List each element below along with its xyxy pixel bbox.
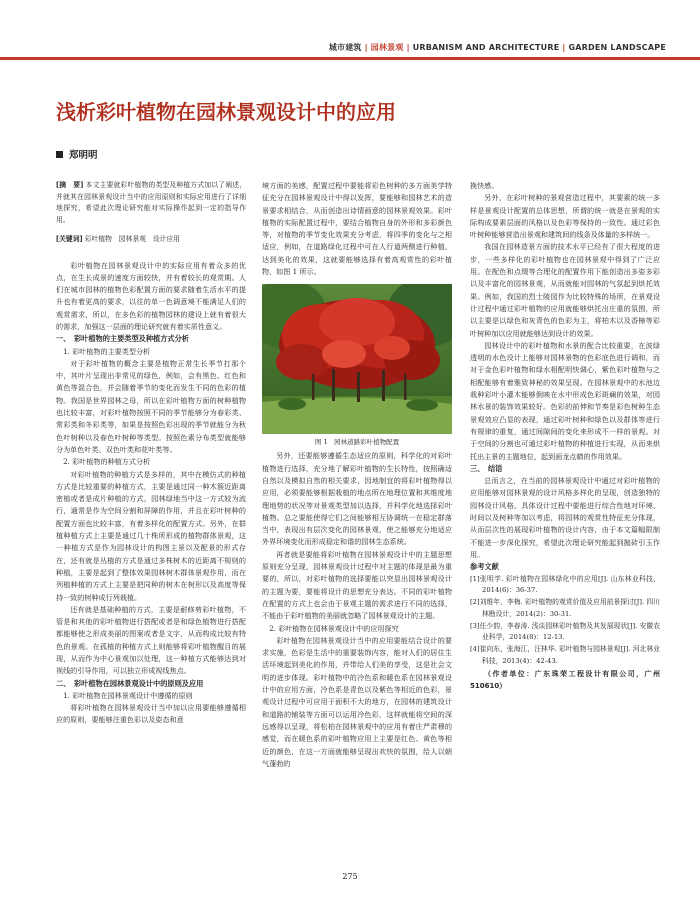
keywords-label: [关键词] [56, 235, 83, 243]
intro-paragraph: 彩叶植物在园林景观设计中的实际应用有着众多的优点，在生长成景的速度方面较快，并有着较长的观赏期。人们在城市园林的植物色彩配置方面的要求随着生活水平的提升也有着更高的要求，以往的单一色调意境不能满足人们的观赏需求，所以，在多色彩的植物园林的建设上就有着很大的需求，加强这一层面的理论研究就有着实质性意义。 [56, 260, 246, 331]
body-paragraph: 彩叶植物在园林景观设计当中的应用要能结合设计的要求实施，色彩是生活中的重要装饰内容，能对人们的居住生活环境起到美化的作用，并带给人们美的享受，这是社会文明的进步体现。彩叶植物中的冷色系和暖色系在园林景观设计中的应用方面，冷色系是青色以及紫色等相近的色彩，景观设计过程中可应用于面积不大的地方，在园林的建筑设计和道路的铺装等方面可以运用冷色彩，这样就能将空间的深远感得以呈现，将松柏在园林景观中的应用有着庄严肃穆的感觉，而在暖色系的彩叶植物应用上主要是红色、黄色等相近的颜色，在这一方面就能够呈现出欢快的氛围，给人以朝气蓬勃的 [262, 635, 452, 768]
body-paragraph: 将彩叶植物在园林景观设计当中加以应用要能够遵循相应的原则，要能够注重色彩以及姿态和意 [56, 703, 246, 725]
figure-1-caption: 图 1 园林道路彩叶植物配置 [314, 438, 400, 447]
reference-list [470, 574, 660, 668]
section-heading-2: 二、 彩叶植物在园林景观设计中的原则及应用 [56, 678, 204, 688]
header-rule [0, 57, 700, 60]
header-section: 园林景观 [370, 43, 404, 52]
section-heading-1: 一、 彩叶植物的主要类型及种植方式分析 [56, 334, 189, 344]
author-name: 郑明明 [69, 150, 98, 161]
page-number: 275 [342, 872, 358, 881]
subsection-heading-1-1: 1. 彩叶植物的主要类型分析 [63, 346, 151, 356]
header-separator: | [562, 43, 566, 52]
body-paragraph: 再者就是要能将彩叶植物在园林景观设计中的主题思想原则充分呈现，园林景观设计过程中对主题的体现是最为重要的，所以，对彩叶植物的选择要能以突显出园林景观设计的主题为要，要能将设计的思想充分表达。不同的彩叶植物在配置的方式上也会由于景观主题的需求进行不同的选择，不能由于彩叶植物的美丽就忽略了园林景观设计的主题。 [262, 549, 452, 621]
abstract [56, 180, 246, 226]
article-title: 浅析彩叶植物在园林景观设计中的应用 [56, 100, 396, 124]
body-paragraph: 另外，还要能够遵循生态适应的原则，科学化的对彩叶植物进行选择，充分地了解彩叶植物的生长特性，按照确适自然以及模拟自然的相关要求，因地制宜的将彩叶植物得以应用，必须要能够根据栽植的地点所在地理位置和其维度地理地势的状况等对景观类型加以选择，并科学化地选择彩叶植物。总之要能使得它们之间能够相互协调统一在稳定群落当中，表现出有层次变化的园林景观，使之能够充分地适应外界环境变化而形成稳定和谐的园林生态系统。 [262, 451, 452, 547]
body-paragraph: 境方面的美感，配置过程中要能将彩色树种的多方面美学特征充分在园林景观设计中得以发挥，要能够和园林艺术的造景要求相结合，从而创造出诗情画意的园林景观效果。彩叶植物的实际配置过程中，要结合植物自身的外形和多彩颜色等，对植物的季节变化效果充分考虑，将四季的变化与之相适应，例如，在道路绿化过程中可在人行道两侧进行种植，达到美化的效果，这就要能够选择有着高观赏性的彩叶植物，如图 1 所示。 [262, 181, 452, 277]
figure-1 [262, 284, 452, 434]
author-affiliation: （作者单位：广东珠荣工程设计有限公司，广州510610） [470, 669, 660, 690]
references-heading: 参考文献 [470, 562, 499, 572]
keywords-text: 彩叶植物 园林景观 设计应用 [84, 235, 180, 243]
body-paragraph: 我国在园林造景方面的技术水平已经有了很大程度的进步，一些多样化的彩叶植物也在园林景观中得到了广泛应用。在配色和点缀等合理化的配置作用下能创造出多姿多彩以及丰富化的园林景观，从而就能对园林的气氛起到烘托效果。例如，我国的烈士陵园作为比较特殊的场所，在景观设计过程中通过彩叶植物的应用就能够烘托出庄重的氛围，所以主要是以绿色和灰青色的色彩为主，将柏木以及香樟等彩叶树种加以应用就能够达到设计的效果。 [470, 242, 660, 338]
running-header [329, 42, 666, 53]
keywords [56, 234, 246, 246]
abstract-label: [摘 要] [56, 181, 84, 189]
author-line [56, 147, 98, 161]
column-1 [56, 180, 246, 727]
reference-item: [3]任少韵，李春涛. 浅谈园林彩叶植物及其发展现状[J]. 安徽农业科学，2014(8)：12-13. [470, 621, 660, 642]
header-english-2: GARDEN LANDSCAPE [568, 43, 666, 52]
header-category: 城市建筑 [328, 43, 362, 52]
body-paragraph: 总而言之，在当前的园林景观设计中通过对彩叶植物的应用能够对园林景观的设计风格多样化的呈现，创造独特的园林设计风格。具体设计过程中要能进行综合性地对环境、时间以及树种等加以考虑，将园林的观赏性特征充分体现，从而层次性的展现彩叶植物的设计内容，由于本文篇幅限制不能进一步深化探究，希望此次理论研究能起到抛砖引玉作用。 [470, 476, 660, 559]
body-paragraph: 换快感。 [470, 181, 499, 190]
subsection-heading-2-1: 1. 彩叶植物在园林景观设计中遵循的原则 [63, 690, 193, 700]
body-paragraph: 园林设计中的彩叶植物和水景的配合比较重要，在波绿透明的水色设计上能够对园林景物的色彩底色进行调和，而对于金色彩叶植物和绿水相配明快调心，紫色彩叶植物与之相配能够有着雅致神秘的效果呈现。在园林景观中的水池边栽种彩叶小灌木能够倒映在水中形成色彩斑斓的效果，对园林水景的装饰效果较好。色彩的前伸和节奏是彩色树种生态景观效应凸显的表现，通过彩叶树种和绿色以及群体等进行有规律的重复，通过间隙间的变化来形成不一样的景观。对于空间的分割也可通过彩叶植物的种植进行实现，从而来烘托出主景的主题地位，起到画龙点睛的作用效果。 [470, 340, 660, 461]
reference-item: [4]崔向东，张海江，汪林华. 彩叶植物与园林景观[J]. 河北林业科技，2013(4)：42-43. [470, 645, 660, 666]
abstract-text: 本文主要就彩叶植物的类型及种植方式加以了阐述，并就其在园林景观设计当中的应用原则和实际应用进行了详细地探究，希望此次理论研究能对实际操作起到一定的指导作用。 [56, 181, 246, 224]
header-separator: | [364, 43, 368, 52]
body-paragraph: 还有就是基础种植的方式，主要是耐修剪彩叶植物，不管是和其他的彩叶植物进行搭配或者是和绿色植物进行搭配都能够使之形成美丽的图案或者是文字，从而构成比较有特色的景观。在孤植的种植方式上则能够将彩叶植物醒目的展现，从而作为中心景观加以处理，这一种植方式能够达到对视线的引导作用，可以独立形成视线焦点。 [56, 604, 246, 676]
reference-item: [2]刘维年，李梅. 彩叶植物的观赏价值及应用前景探讨[J]. 四川林勘设计，2014(2)：30-31. [470, 598, 660, 618]
reference-item: [1]张明学. 彩叶植物在园林绿化中的应用[J]. 山东林业科技，2014(6)：36-37. [470, 574, 660, 595]
subsection-heading-2-2: 2. 彩叶植物在园林景观设计中的应用探究 [269, 623, 399, 633]
header-separator: | [406, 43, 410, 52]
header-english-1: URBANISM AND ARCHITECTURE [412, 43, 560, 52]
column-2 [262, 180, 452, 770]
column-3 [470, 180, 660, 692]
square-bullet-icon [56, 151, 63, 158]
subsection-heading-1-2: 2. 彩叶植物的种植方式分析 [63, 457, 151, 467]
section-heading-3: 三、 结语 [470, 463, 503, 473]
body-paragraph: 对于彩叶植物的概念主要是植物正常生长季节打那个中，其叶片呈现出非常见的绿色，例如，会有黑色、红色和黄色等混合色，并会随着季节的变化而发生不同的色彩的植物。我国是世界园林之母，所以在彩叶植物方面的树种植物也比较丰富，对彩叶植物按照不同的季节能够分为春彩类、常彩类和冬彩类等，如果是按照色彩出现的季节就能分为秋色叶树种以及春色叶树种等类型。按照色素分布类型就能够分为单色叶类、双色叶类和花叶类等。 [56, 358, 246, 454]
body-paragraph: 另外，在彩叶树种的景观营造过程中，其要素的统一多样是景观设计配置的总体思想，所谓的统一就是在景观的实际构成要素层面的风格以及色彩等保持的一致性。通过彩色叶树种能够营造出景观和建筑间的线条及体量的多样统一。 [470, 193, 660, 240]
body-paragraph: 对彩叶植物的种植方式是多样的，其中在模仿式的种植方式是比较重要的种植方式，主要是通过同一种木簇近距离密植或者是成片种植的方式，园林绿地当中这一方式较为流行，通常是作为空间分割和屏障的作用，并且在彩叶树种的配置方面也比较丰富，有着多样化的配置方式。另外，在群植种植方式上主要是通过几十株所形成的植物群体景观，这一种植方式是作为园林设计的构图主景以及配景的形式存在，还有就是丛植的方式是通过多株树木的近距离不规则的种植，主要是起到了整体效果园林树木群体景观作用，而在列植种植的方式上主要是把同种的树木在树形以及高度等保持一致的树种成行列栽植。 [56, 469, 246, 602]
figure-1-photo [262, 284, 452, 434]
